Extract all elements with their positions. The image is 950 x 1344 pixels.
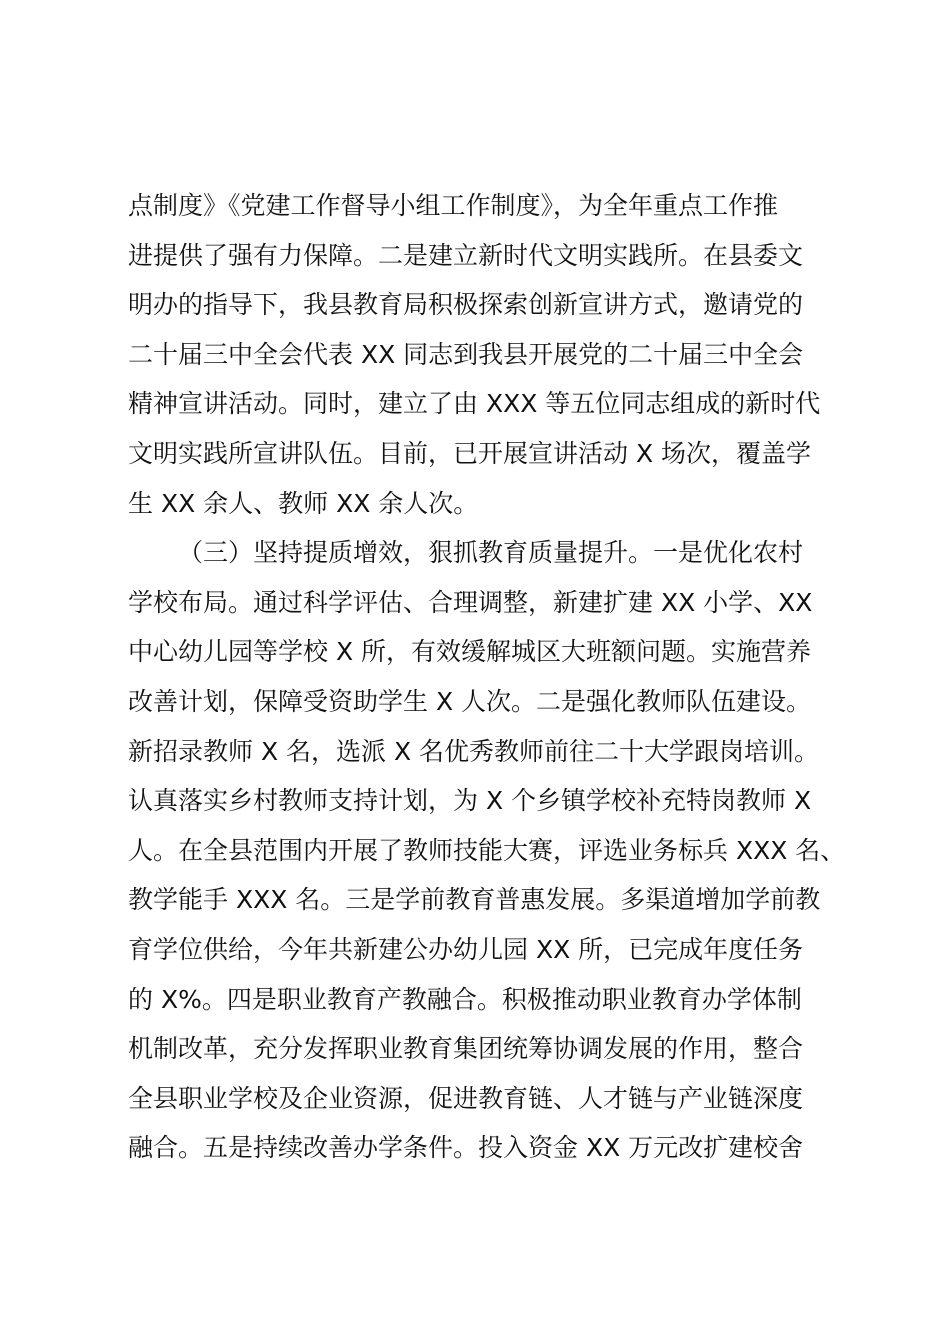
text-line: 明办的指导下，我县教育局积极探索创新宣讲方式，邀请党的 [128,290,804,320]
document-body-text [128,181,846,1173]
text-line: 进提供了强有力保障。二是建立新时代文明实践所。在县委文 [128,240,804,270]
text-line: 学校布局。通过科学评估、合理调整，新建扩建 XX 小学、XX [128,587,813,617]
section-heading-line: （三）坚持提质增效，狠抓教育质量提升。一是优化农村 [178,538,804,568]
text-line: 中心幼儿园等学校 X 所，有效缓解城区大班额问题。实施营养 [128,637,812,667]
text-line: 二十届三中全会代表 XX 同志到我县开展党的二十届三中全会 [128,339,804,369]
text-line: 文明实践所宣讲队伍。目前，已开展宣讲活动 X 场次，覆盖学 [128,438,812,468]
text-line: 精神宣讲活动。同时，建立了由 XXX 等五位同志组成的新时代 [128,389,821,419]
text-line: 的 X%。四是职业教育产教融合。积极推动职业教育办学体制 [128,984,802,1014]
text-line: 生 XX 余人、教师 XX 余人次。 [128,488,479,518]
text-line: 改善计划，保障受资助学生 X 人次。二是强化教师队伍建设。 [128,686,812,716]
text-line: 人。在全县范围内开展了教师技能大赛，评选业务标兵 XXX 名、 [128,835,846,865]
text-line: 融合。五是持续改善办学条件。投入资金 XX 万元改扩建校舍 [128,1133,804,1163]
text-line: 认真落实乡村教师支持计划，为 X 个乡镇学校补充特岗教师 X [128,786,812,816]
text-line: 新招录教师 X 名，选派 X 名优秀教师前往二十大学跟岗培训。 [128,736,820,766]
text-line: 育学位供给，今年共新建公办幼儿园 XX 所，已完成年度任务 [128,934,804,964]
text-line: 教学能手 XXX 名。三是学前教育普惠发展。多渠道增加学前教 [128,885,821,915]
text-line: 全县职业学校及企业资源，促进教育链、人才链与产业链深度 [128,1083,804,1113]
text-line: 机制改革，充分发挥职业教育集团统筹协调发展的作用，整合 [128,1034,804,1064]
text-line: 点制度》《党建工作督导小组工作制度》，为全年重点工作推 [128,191,779,220]
